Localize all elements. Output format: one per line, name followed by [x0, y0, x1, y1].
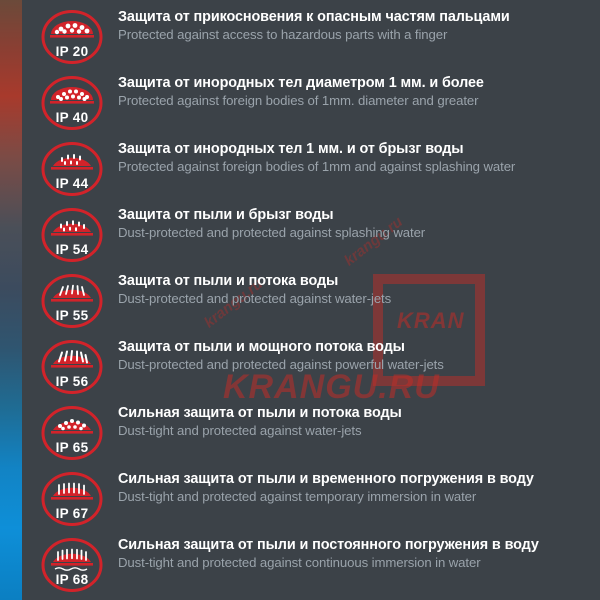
- row-subtitle: Dust-tight and protected against temporary immersion in water: [118, 489, 477, 505]
- badge-cell: [26, 532, 118, 598]
- table-row: [26, 202, 594, 268]
- row-title: Сильная защита от пыли и потока воды: [118, 405, 402, 421]
- badge-cell: [26, 400, 118, 466]
- badge-cell: [26, 202, 118, 268]
- row-text: [118, 136, 594, 174]
- watermark-label: KRANGU.RU: [223, 368, 440, 406]
- row-title: Защита от пыли и мощного потока воды: [118, 339, 405, 355]
- table-row: [26, 334, 594, 400]
- watermark-diagonal-2: krangu.ru: [341, 213, 406, 270]
- row-text: [118, 70, 594, 108]
- table-row: [26, 70, 594, 136]
- row-title: Защита от инородных тел 1 мм. и от брызг воды: [118, 141, 464, 157]
- ip-badge: [41, 208, 103, 262]
- ip-code: IP 65: [55, 440, 89, 455]
- ip-badge: [41, 538, 103, 592]
- row-text: [118, 4, 594, 42]
- row-subtitle: Dust-tight and protected against continuous immersion in water: [118, 555, 481, 571]
- ip-code: IP 56: [55, 374, 89, 389]
- row-subtitle: Dust-tight and protected against water-jets: [118, 423, 362, 439]
- ip-code: IP 20: [55, 44, 89, 59]
- ip-code: IP 44: [55, 176, 89, 191]
- ip-badge: [41, 274, 103, 328]
- table-row: [26, 532, 594, 598]
- ip-code: IP 68: [55, 572, 89, 587]
- row-text: [118, 202, 594, 240]
- row-title: Защита от прикосновения к опасным частям пальцами: [118, 9, 510, 25]
- badge-cell: [26, 268, 118, 334]
- badge-cell: [26, 466, 118, 532]
- row-subtitle: Protected against foreign bodies of 1mm and against splashing water: [118, 159, 516, 175]
- row-subtitle: Dust-protected and protected against splashing water: [118, 225, 426, 241]
- row-text: [118, 268, 594, 306]
- row-subtitle: Dust-protected and protected against powerful water-jets: [118, 357, 444, 373]
- ip-code: IP 40: [55, 110, 89, 125]
- badge-cell: [26, 334, 118, 400]
- ip-badge: [41, 142, 103, 196]
- watermark-diagonal-1: krangu.ru: [201, 275, 266, 332]
- row-title: Защита от инородных тел диаметром 1 мм. и более: [118, 75, 484, 91]
- badge-cell: [26, 4, 118, 70]
- ip-code: IP 55: [55, 308, 89, 323]
- ip-badge: [41, 340, 103, 394]
- table-row: [26, 4, 594, 70]
- row-title: Защита от пыли и брызг воды: [118, 207, 334, 223]
- ip-code: IP 67: [55, 506, 89, 521]
- ip-badge: [41, 10, 103, 64]
- ip-badge: [41, 472, 103, 526]
- table-row: [26, 136, 594, 202]
- watermark-square-label: KRAN: [397, 308, 465, 333]
- row-subtitle: Protected against access to hazardous parts with a finger: [118, 27, 448, 43]
- row-text: [118, 466, 594, 504]
- row-subtitle: Protected against foreign bodies of 1mm. diameter and greater: [118, 93, 479, 109]
- row-text: [118, 532, 594, 570]
- ip-badge: [41, 406, 103, 460]
- table-row: [26, 400, 594, 466]
- table-row: [26, 466, 594, 532]
- badge-cell: [26, 136, 118, 202]
- row-title: Защита от пыли и потока воды: [118, 273, 339, 289]
- row-title: Сильная защита от пыли и постоянного погружения в воду: [118, 537, 539, 553]
- table-row: [26, 268, 594, 334]
- ip-badge: [41, 76, 103, 130]
- row-text: [118, 334, 594, 372]
- ip-code: IP 54: [55, 242, 89, 257]
- row-subtitle: Dust-protected and protected against water-jets: [118, 291, 392, 307]
- row-title: Сильная защита от пыли и временного погружения в воду: [118, 471, 534, 487]
- row-text: [118, 400, 594, 438]
- badge-cell: [26, 70, 118, 136]
